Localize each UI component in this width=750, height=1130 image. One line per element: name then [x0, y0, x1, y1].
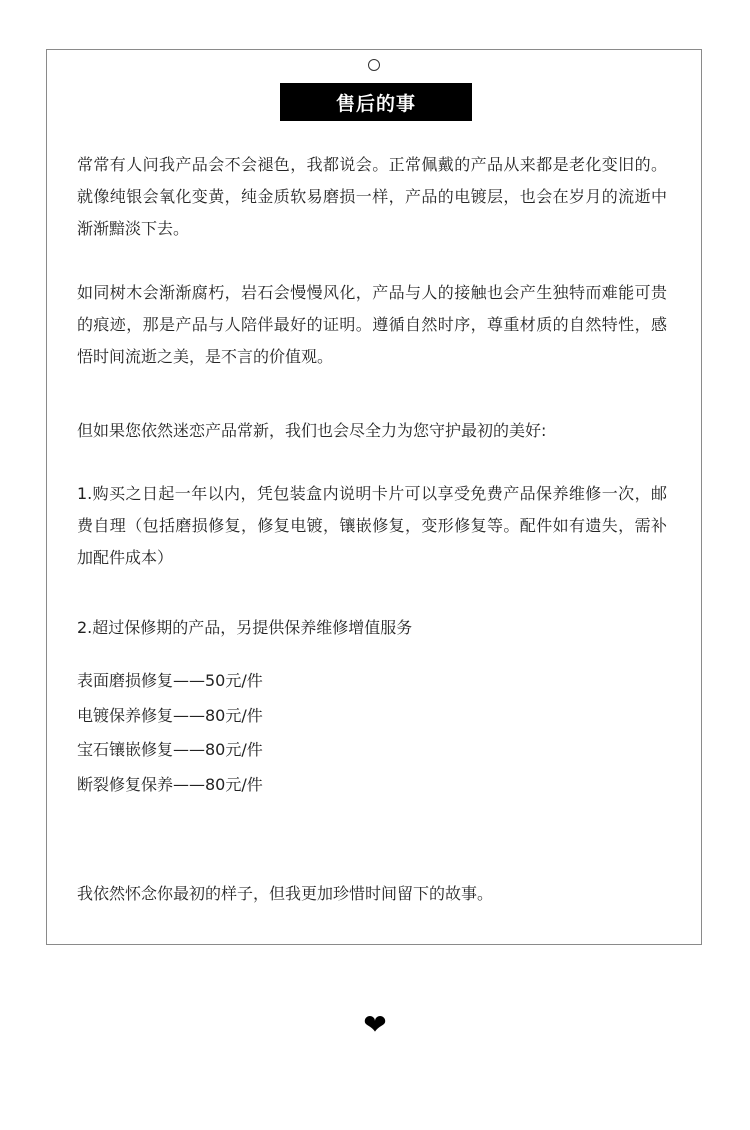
- price-list: [77, 664, 667, 802]
- paragraph-promise: 但如果您依然迷恋产品常新，我们也会尽全力为您守护最初的美好:: [77, 421, 547, 440]
- paragraph-policy-2: 2.超过保修期的产品，另提供保养维修增值服务: [77, 618, 413, 637]
- price-item-gem-setting: 宝石镶嵌修复——80元/件: [77, 740, 263, 759]
- price-item-surface-wear: 表面磨损修复——50元/件: [77, 671, 263, 690]
- heart-icon: ❤: [363, 1008, 387, 1041]
- after-sales-card: [46, 49, 702, 945]
- hang-hole-circle-icon: [368, 59, 380, 71]
- price-item-plating: 电镀保养修复——80元/件: [77, 705, 263, 725]
- paragraph-closing: 我依然怀念你最初的样子，但我更加珍惜时间留下的故事。: [77, 884, 494, 903]
- paragraph-policy-1: 1.购买之日起一年以内，凭包装盒内说明卡片可以享受免费产品保养维修一次，邮费自理（包括磨损修复，修复电镀，镶嵌修复，变形修复等。配件如有遗失，需补加配件成本）: [77, 484, 667, 567]
- price-item-fracture: 断裂修复保养——80元/件: [77, 774, 263, 794]
- paragraph-intro: 常常有人问我产品会不会褪色，我都说会。正常佩戴的产品从来都是老化变旧的。就像纯银会氧化变黄，纯金质软易磨损一样，产品的电镀层，也会在岁月的流逝中渐渐黯淡下去。: [77, 155, 667, 238]
- card-title: 售后的事: [280, 83, 472, 121]
- paragraph-nature: 如同树木会渐渐腐朽，岩石会慢慢风化，产品与人的接触也会产生独特而难能可贵的痕迹，那是产品与人陪伴最好的证明。遵循自然时序，尊重材质的自然特性，感悟时间流逝之美，是不言的价值观。: [77, 283, 667, 366]
